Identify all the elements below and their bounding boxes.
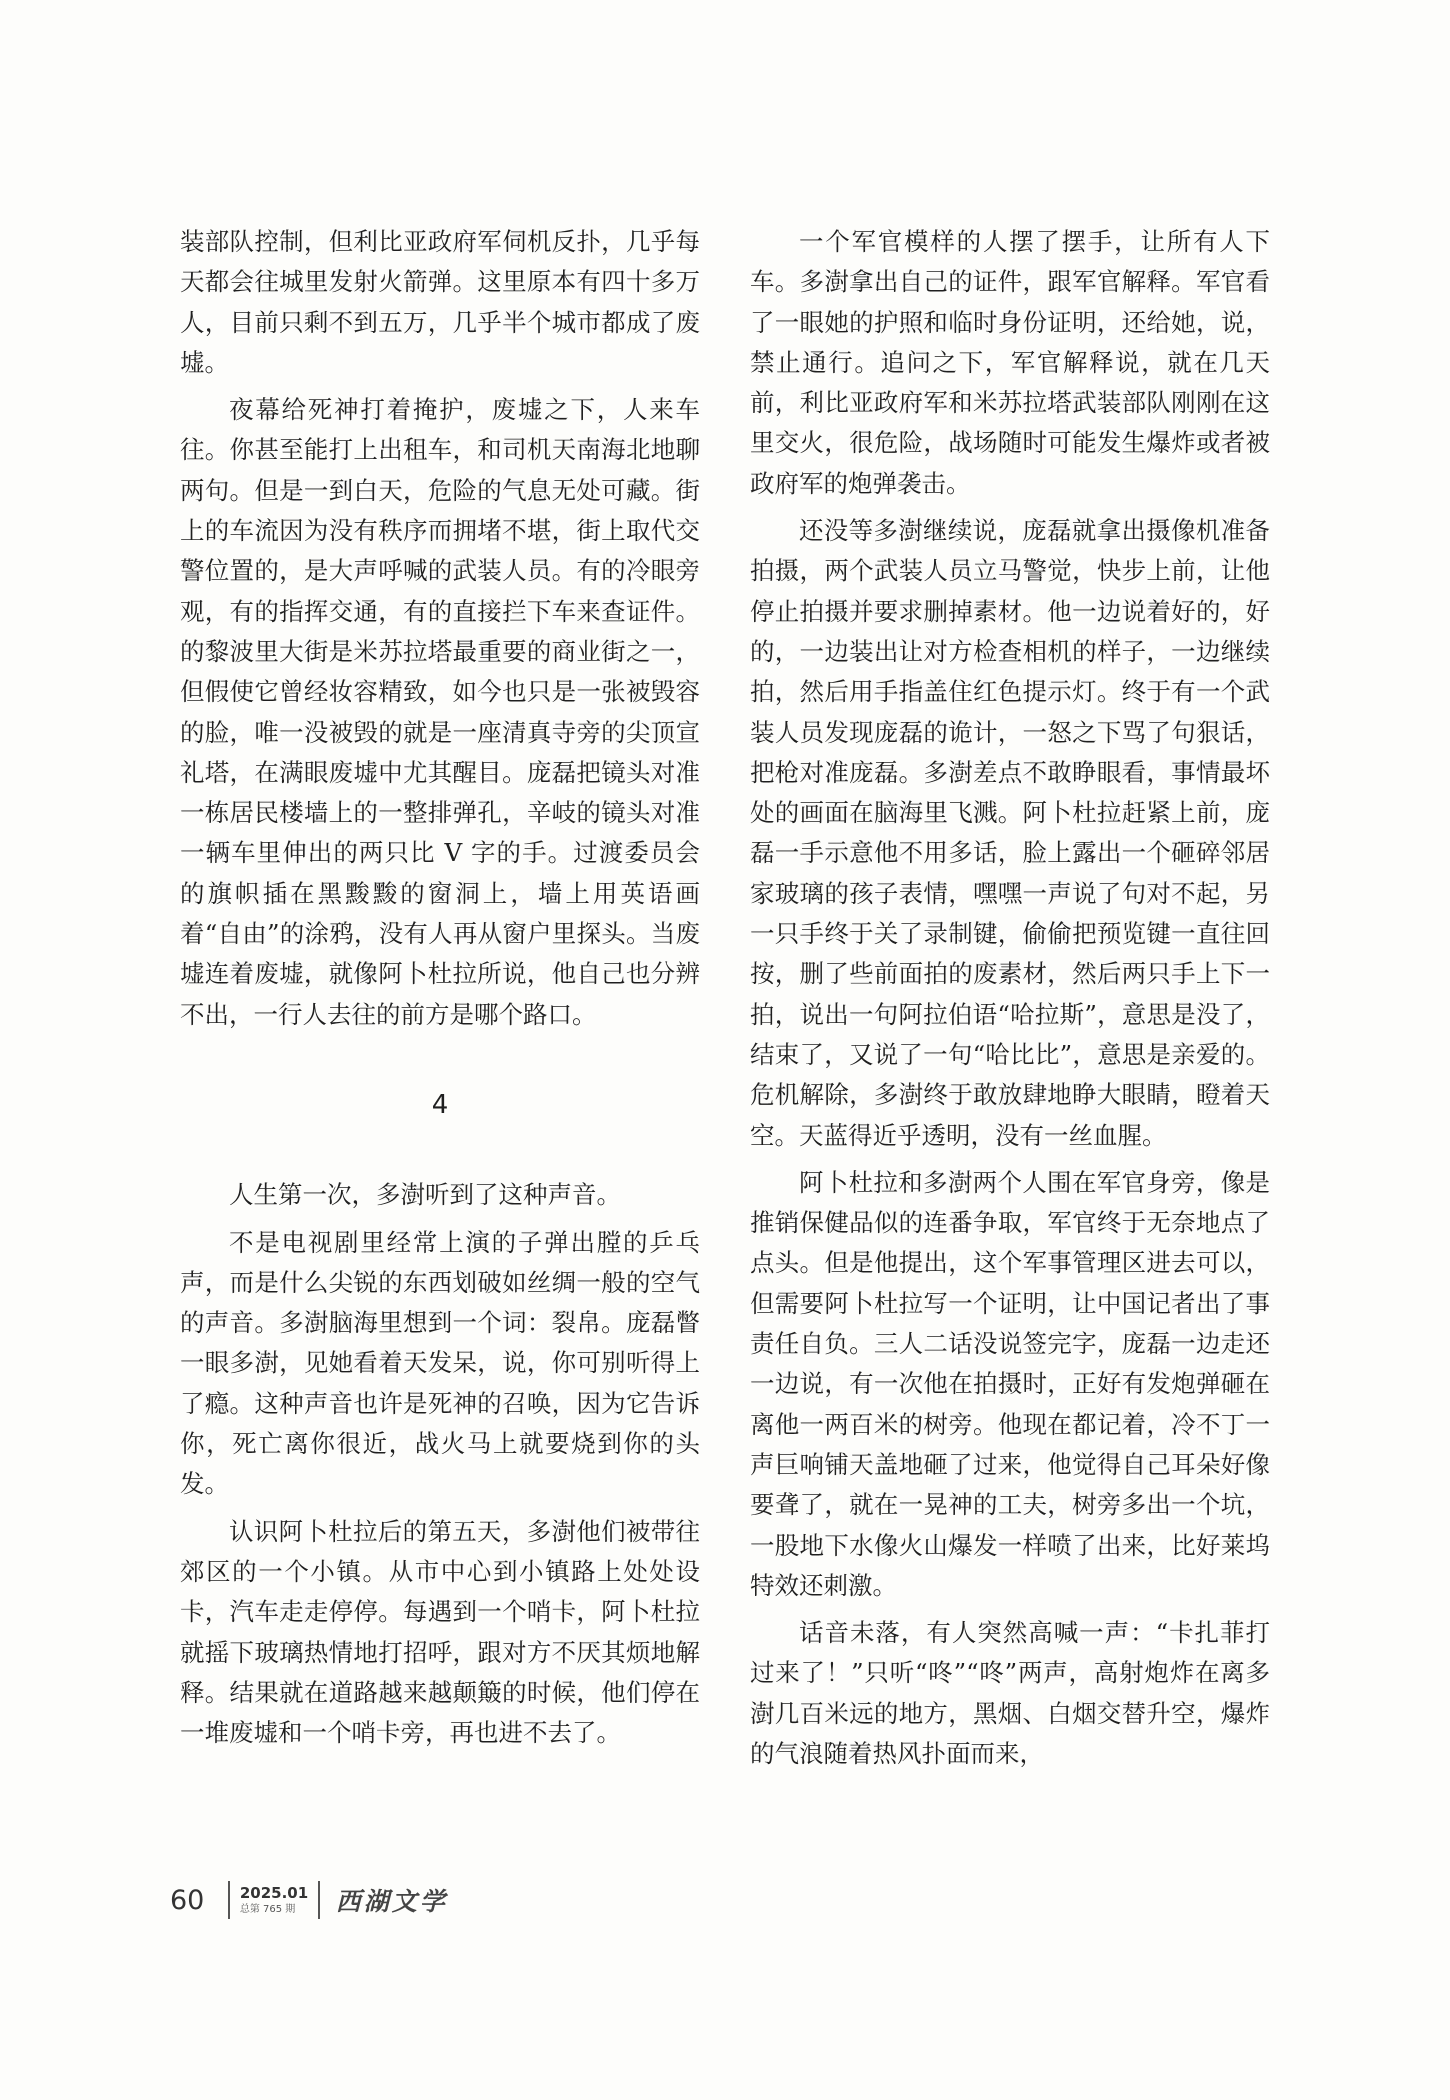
issue-date: 2025.01 [239,1883,309,1902]
left-column [180,222,700,1760]
divider [318,1881,320,1919]
paragraph: 认识阿卜杜拉后的第五天，多澍他们被带往郊区的一个小镇。从市中心到小镇路上处处设卡，汽车走走停停。每遇到一个哨卡，阿卜杜拉就摇下玻璃热情地打招呼，跟对方不厌其烦地解释。结果就在道路越来越颠簸的时候，他们停在一堆废墟和一个哨卡旁，再也进不去了。 [180,1516,700,1748]
paragraph: 装部队控制，但利比亚政府军伺机反扑，几乎每天都会往城里发射火箭弹。这里原本有四十多万人，目前只剩不到五万，几乎半个城市都成了废墟。 [180,227,700,377]
paragraph: 夜幕给死神打着掩护，废墟之下，人来车往。你甚至能打上出租车，和司机天南海北地聊两句。但是一到白天，危险的气息无处可藏。街上的车流因为没有秩序而拥堵不堪，街上取代交警位置的，是大声呼喊的武装人员。有的冷眼旁观，有的指挥交通，有的直接拦下车来查证件。的黎波里大街是米苏拉塔最重要的商业街之一，但假使它曾经妆容精致，如今也只是一张被毁容的脸，唯一没被毁的就是一座清真寺旁的尖顶宣礼塔，在满眼废墟中尤其醒目。庞磊把镜头对准一栋居民楼墙上的一整排弹孔，辛岐的镜头对准一辆车里伸出的两只比 V 字的手。过渡委员会的旗帜插在黑黢黢的窗洞上，墙上用英语画着“自由”的涂鸦，没有人再从窗户里探头。当废墟连着废墟，就像阿卜杜拉所说，他自己也分辨不出，一行人去往的前方是哪个路口。 [180,395,700,1029]
right-column [750,222,1270,1781]
divider [228,1881,230,1919]
paragraph: 阿卜杜拉和多澍两个人围在军官身旁，像是推销保健品似的连番争取，军官终于无奈地点了点头。但是他提出，这个军事管理区进去可以，但需要阿卜杜拉写一个证明，让中国记者出了事责任自负。三人二话没说签完字，庞磊一边走还一边说，有一次他在拍摄时，正好有发炮弹砸在离他一两百米的树旁。他现在都记着，冷不丁一声巨响铺天盖地砸了过来，他觉得自己耳朵好像要聋了，就在一晃神的工夫，树旁多出一个坑，一股地下水像火山爆发一样喷了出来，比好莱坞特效还刺激。 [750,1167,1270,1600]
issue-info [239,1883,309,1915]
paragraph: 话音未落，有人突然高喊一声：“卡扎菲打过来了！”只听“咚”“咚”两声，高射炮炸在离多澍几百米远的地方，黑烟、白烟交替升空，爆炸的气浪随着热风扑面而来， [750,1618,1270,1768]
page-number: 60 [170,1884,205,1916]
paragraph: 一个军官模样的人摆了摆手，让所有人下车。多澍拿出自己的证件，跟军官解释。军官看了一眼她的护照和临时身份证明，还给她，说，禁止通行。追问之下，军官解释说，就在几天前，利比亚政府军和米苏拉塔武装部队刚刚在这里交火，很危险，战场随时可能发生爆炸或者被政府军的炮弹袭击。 [750,227,1270,498]
paragraph: 不是电视剧里经常上演的子弹出膛的乒乓声，而是什么尖锐的东西划破如丝绸一般的空气的声音。多澍脑海里想到一个词：裂帛。庞磊瞥一眼多澍，见她看着天发呆，说，你可别听得上了瘾。这种声音也许是死神的召唤，因为它告诉你，死亡离你很近，战火马上就要烧到你的头发。 [180,1227,700,1499]
issue-total: 总第 765 期 [239,1903,296,1915]
paragraph: 人生第一次，多澍听到了这种声音。 [229,1180,621,1210]
section-number: 4 [431,1089,449,1120]
page-footer [170,1878,448,1922]
magazine-logo: 西湖文学 [335,1887,448,1916]
paragraph: 还没等多澍继续说，庞磊就拿出摄像机准备拍摄，两个武装人员立马警觉，快步上前，让他停止拍摄并要求删掉素材。他一边说着好的，好的，一边装出让对方检查相机的样子，一边继续拍，然后用手指盖住红色提示灯。终于有一个武装人员发现庞磊的诡计，一怒之下骂了句狠话，把枪对准庞磊。多澍差点不敢睁眼看，事情最坏处的画面在脑海里飞溅。阿卜杜拉赶紧上前，庞磊一手示意他不用多话，脸上露出一个砸碎邻居家玻璃的孩子表情，嘿嘿一声说了句对不起，另一只手终于关了录制键，偷偷把预览键一直往回按，删了些前面拍的废素材，然后两只手上下一拍，说出一句阿拉伯语“哈拉斯”，意思是没了，结束了，又说了一句“哈比比”，意思是亲爱的。危机解除，多澍终于敢放肆地睁大眼睛，瞪着天空。天蓝得近乎透明，没有一丝血腥。 [750,516,1270,1150]
